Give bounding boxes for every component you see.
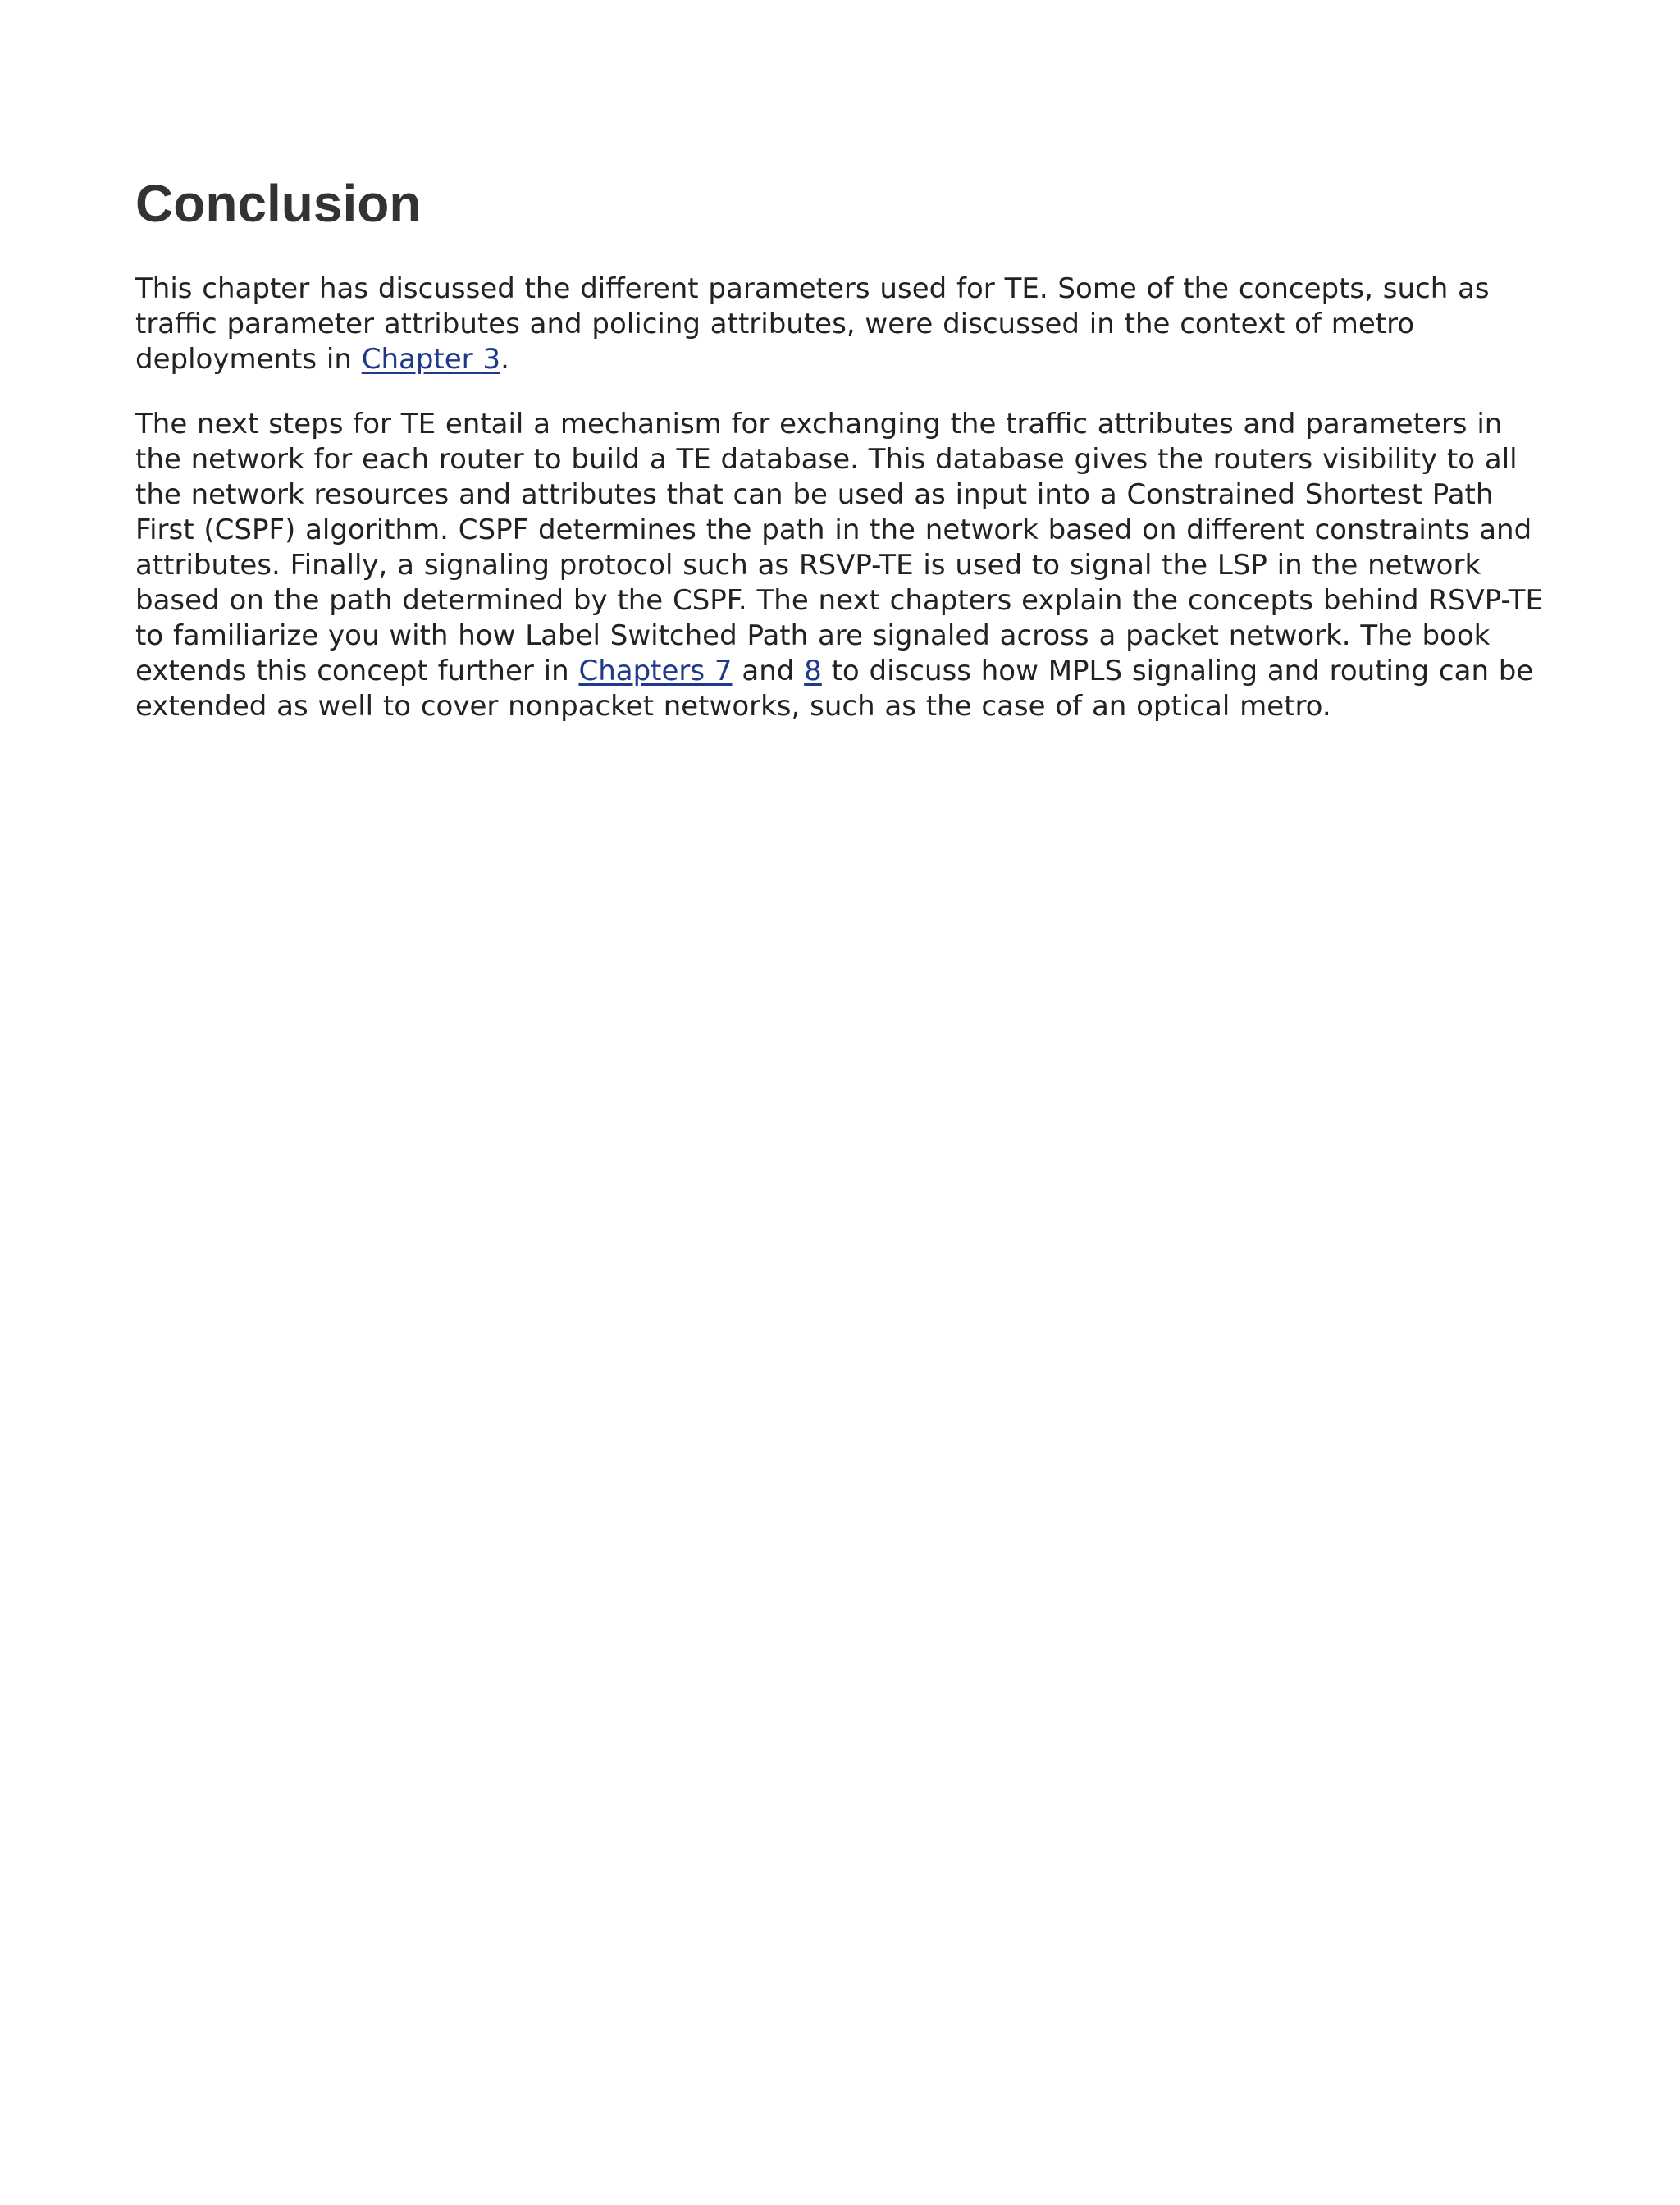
paragraph-1-text-b: .	[500, 343, 509, 376]
paragraph-2-text-a: The next steps for TE entail a mechanism for exchanging the traffic attributes and parameters in the network for each router to build a TE database. This database gives the routers visibility to all the network resources and attributes that can be used as input into a Constrained Shortest Path First (CSPF) algorithm. CSPF determines the path in the network based on different constraints and attributes. Finally, a signaling protocol such as RSVP-TE is used to signal the LSP in the network based on the path determined by the CSPF. The next chapters explain the concepts behind RSVP-TE to familiarize you with how Label Switched Path are signaled across a packet network. The book extends this concept further in	[135, 408, 1543, 687]
paragraph-2	[135, 407, 1546, 724]
paragraph-2-text-b: and	[732, 655, 805, 687]
document-content	[135, 168, 1546, 754]
paragraph-2-text-c: to discuss how MPLS signaling and routing can be extended as well to cover nonpacket networks, such as the case of an optical metro.	[135, 655, 1534, 723]
chapters-7-link[interactable]: Chapters 7	[578, 655, 733, 687]
chapter-8-link[interactable]: 8	[804, 655, 822, 687]
chapter-3-link[interactable]: Chapter 3	[361, 343, 501, 376]
page-title: Conclusion	[135, 174, 422, 233]
paragraph-1	[135, 272, 1546, 377]
paragraph-1-text-a: This chapter has discussed the different parameters used for TE. Some of the concepts, such as traffic parameter attributes and policing attributes, were discussed in the context of metro deployments in	[135, 272, 1490, 376]
